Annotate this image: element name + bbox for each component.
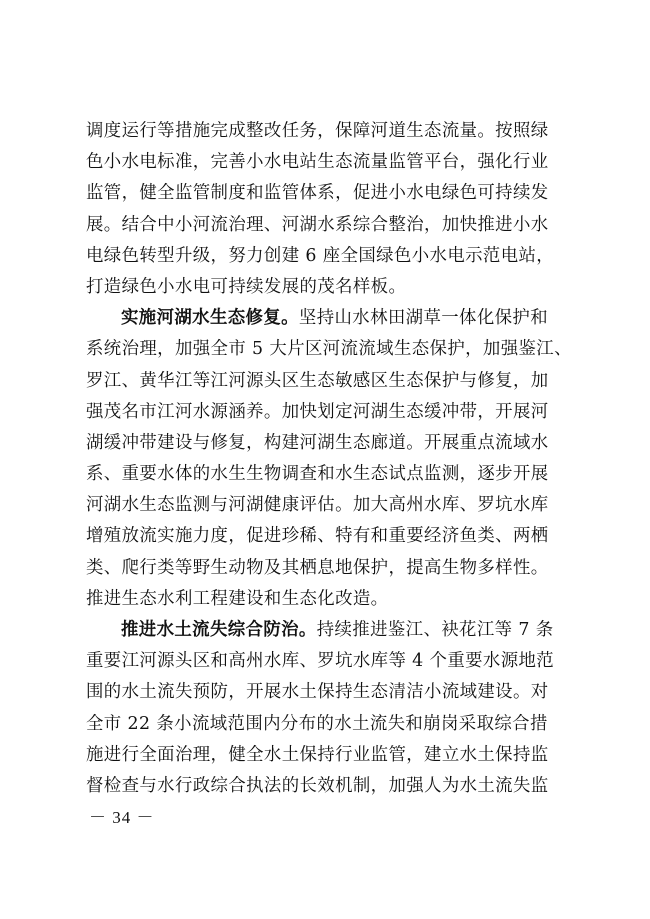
text-line: 展。结合中小河流治理、河湖水系综合整治，加快推进小水 xyxy=(86,214,549,235)
text-line: 河湖水生态监测与河湖健康评估。加大高州水库、罗坑水库 xyxy=(86,495,549,516)
text-line: 系统治理，加强全市 5 大片区河流流域生态保护，加强鉴江、 xyxy=(86,339,572,360)
text-line: 强茂名市江河水源涵养。加快划定河湖生态缓冲带，开展河 xyxy=(86,401,549,422)
text-line: 围的水土流失预防，开展水土保持生态清洁小流域建设。对 xyxy=(86,682,549,703)
document-body xyxy=(86,116,572,802)
paragraph-soil-erosion xyxy=(86,615,572,802)
text-line: 重要江河源头区和高州水库、罗坑水库等 4 个重要水源地范 xyxy=(86,651,555,672)
text-line: 推进生态水利工程建设和生态化改造。 xyxy=(86,588,389,609)
text-line: 罗江、黄华江等江河源头区生态敏感区生态保护与修复，加 xyxy=(86,370,549,391)
text-line: 系、重要水体的水生生物调查和水生态试点监测，逐步开展 xyxy=(86,464,549,485)
text-line: 全市 22 条小流域范围内分布的水土流失和崩岗采取综合措 xyxy=(86,713,548,734)
text-line: 电绿色转型升级，努力创建 6 座全国绿色小水电示范电站， xyxy=(86,245,555,266)
text-line: 增殖放流实施力度，促进珍稀、特有和重要经济鱼类、两栖 xyxy=(86,526,549,547)
text-line: 色小水电标准，完善小水电站生态流量监管平台，强化行业 xyxy=(86,152,549,173)
text-line: 调度运行等措施完成整改任务，保障河道生态流量。按照绿 xyxy=(86,121,549,141)
text-line: 监管，健全监管制度和监管体系，促进小水电绿色可持续发 xyxy=(86,183,549,204)
text-line: 类、爬行类等野生动物及其栖息地保护，提高生物多样性。 xyxy=(86,557,549,578)
paragraph-hydropower xyxy=(86,116,572,303)
text-span: 持续推进鉴江、袂花江等 7 条 xyxy=(316,620,554,640)
text-line: 打造绿色小水电可持续发展的茂名样板。 xyxy=(86,276,407,297)
text-line-first xyxy=(86,615,572,646)
text-span: 坚持山水林田湖草一体化保护和 xyxy=(298,308,548,329)
text-line: 施进行全面治理，健全水土保持行业监管，建立水土保持监 xyxy=(86,744,549,765)
section-heading: 实施河湖水生态修复。 xyxy=(121,308,299,329)
text-line: 督检查与水行政综合执法的长效机制，加强人为水土流失监 xyxy=(86,775,549,796)
text-line: 湖缓冲带建设与修复，构建河湖生态廊道。开展重点流域水 xyxy=(86,432,549,453)
page-number: － 34 － xyxy=(89,808,155,827)
section-heading: 推进水土流失综合防治。 xyxy=(121,620,317,640)
text-line-first xyxy=(86,303,572,334)
paragraph-river-lake-restoration xyxy=(86,303,572,615)
